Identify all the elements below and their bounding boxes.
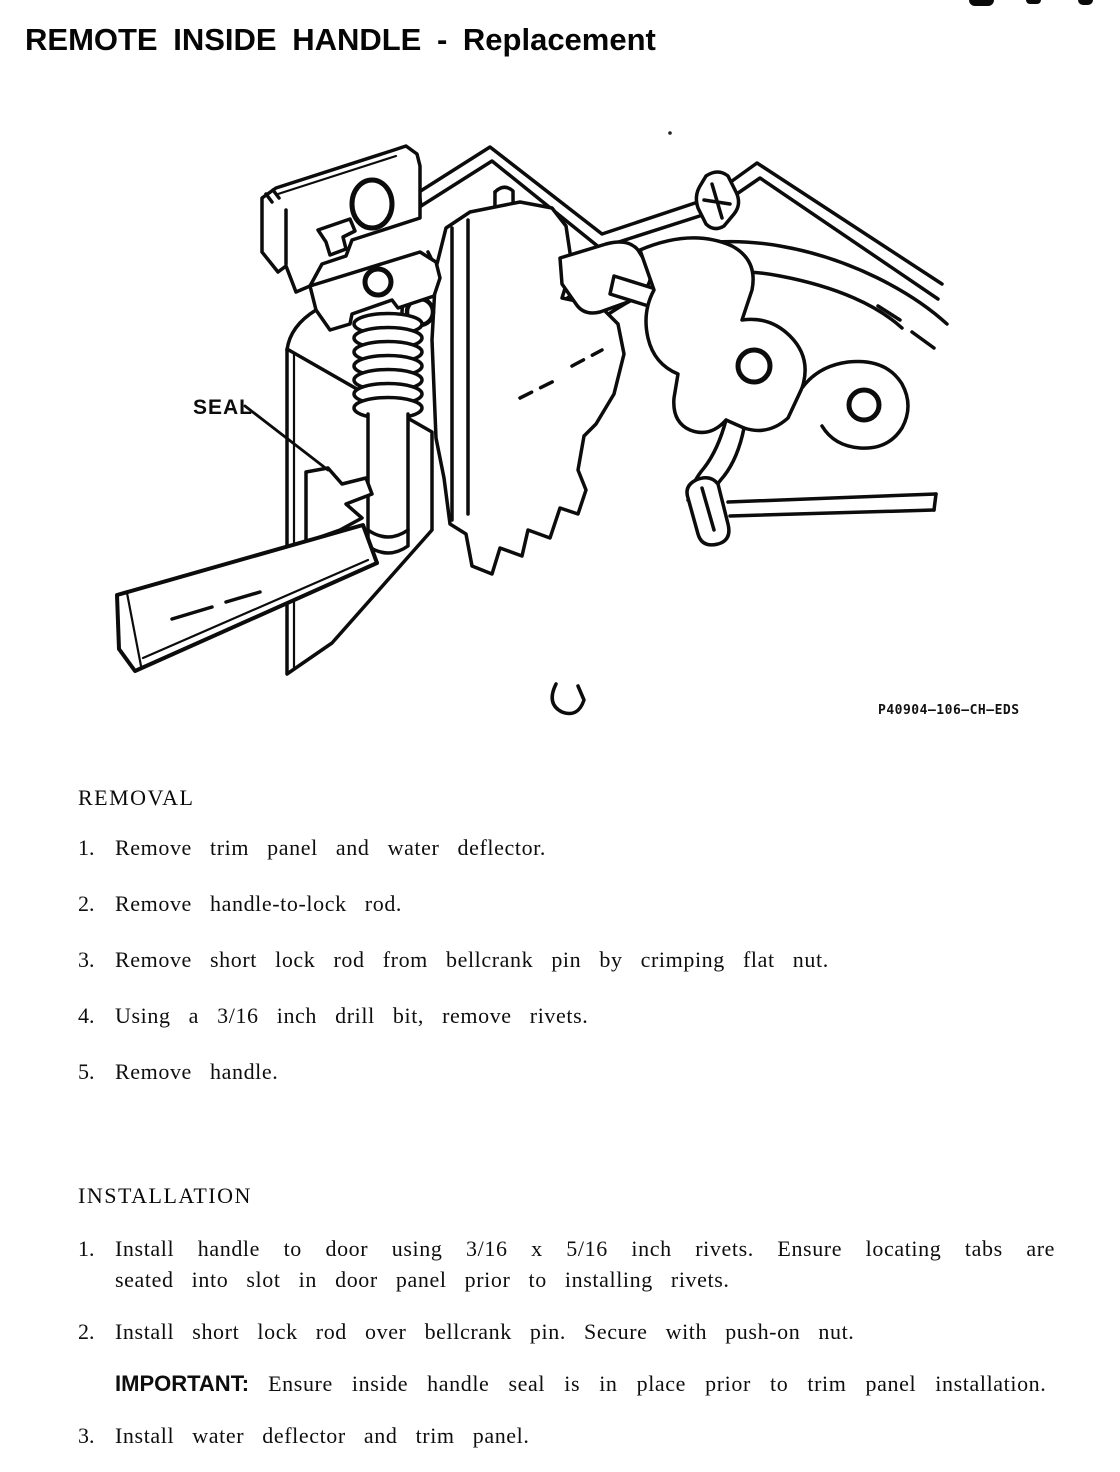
installation-steps	[78, 1233, 1055, 1472]
step-text: Remove trim panel and water deflector.	[115, 835, 546, 860]
spring-shaft	[368, 414, 408, 553]
page-title: REMOTE INSIDE HANDLE - Replacement	[25, 22, 656, 57]
latch-hook	[552, 684, 584, 714]
scan-artifact	[1078, 0, 1093, 5]
step-number: 2.	[78, 1319, 95, 1344]
installation-step	[78, 1316, 1055, 1347]
step-number: 3.	[78, 1423, 95, 1448]
lock-rod-retainer-clip	[687, 478, 729, 545]
installation-step	[78, 1420, 1055, 1451]
scan-artifact	[969, 0, 994, 6]
figure-part-code: P40904–106–CH–EDS	[878, 703, 1020, 718]
step-text: Install water deflector and trim panel.	[115, 1423, 530, 1448]
installation-step	[78, 1233, 1055, 1295]
scan-artifact	[1026, 0, 1041, 4]
scan-speck	[668, 131, 672, 135]
seal-label: SEAL	[193, 396, 254, 419]
removal-heading: REMOVAL	[78, 785, 195, 810]
step-text: Install handle to door using 3/16 x 5/16 inch rivets. Ensure locating tabs are seated into slot in door panel prior to installing rivets.	[115, 1236, 1055, 1292]
bellcrank	[640, 238, 908, 508]
removal-step	[78, 835, 1040, 861]
step-text: Install short lock rod over bellcrank pin. Secure with push-on nut.	[115, 1319, 855, 1344]
removal-step	[78, 947, 1040, 973]
step-number: 3.	[78, 947, 95, 972]
step-number: 1.	[78, 1236, 95, 1261]
return-spring	[354, 314, 422, 419]
step-number: 1.	[78, 835, 95, 860]
removal-step	[78, 1003, 1040, 1029]
step-text: Using a 3/16 inch drill bit, remove rivets.	[115, 1003, 589, 1028]
important-text: Ensure inside handle seal is in place prior to trim panel installation.	[268, 1371, 1047, 1396]
important-label: IMPORTANT:	[115, 1371, 250, 1396]
step-number: 4.	[78, 1003, 95, 1028]
step-text: Remove handle.	[115, 1059, 279, 1084]
step-number: 5.	[78, 1059, 95, 1084]
handle-diagram	[0, 100, 1120, 720]
step-number: 2.	[78, 891, 95, 916]
removal-step	[78, 891, 1040, 917]
step-text: Remove short lock rod from bellcrank pin by crimping flat nut.	[115, 947, 829, 972]
step-text: Remove handle-to-lock rod.	[115, 891, 403, 916]
important-note	[115, 1368, 1055, 1399]
lower-lock-rod	[728, 494, 936, 516]
removal-step	[78, 1059, 1040, 1085]
inside-handle-lever	[117, 525, 377, 671]
installation-heading: INSTALLATION	[78, 1183, 252, 1208]
removal-steps	[78, 835, 1040, 1115]
